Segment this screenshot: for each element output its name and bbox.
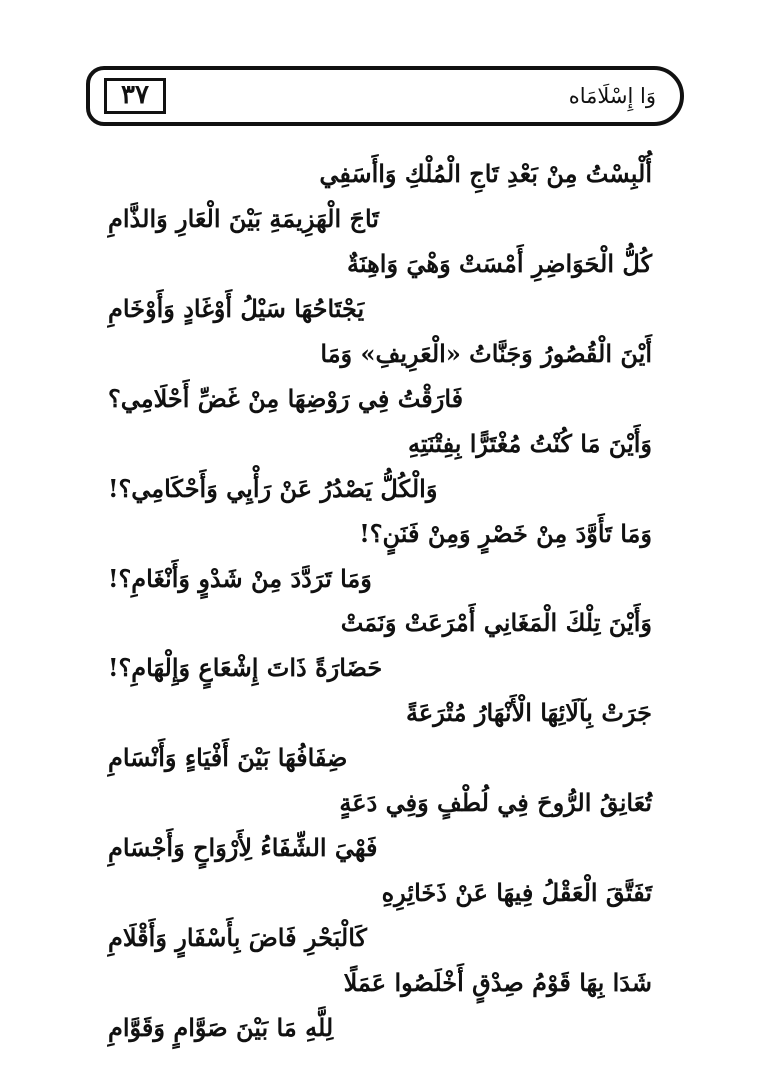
verse-line: أَيْنَ الْقُصُورُ وَجَنَّاتُ «الْعَرِيفِ» وَمَا	[320, 339, 652, 368]
verse-line: جَرَتْ بِآلَائِهَا الْأَنْهَارُ مُتْرَعَةً	[406, 698, 652, 727]
verse-line: تَاجَ الْهَزِيمَةِ بَيْنَ الْعَارِ وَالذَّامِ	[108, 204, 379, 233]
verse-line: أُلْبِسْتُ مِنْ بَعْدِ تَاجِ الْمُلْكِ وَاأَسَفِي	[319, 159, 652, 188]
verse-line: فَارَقْتُ فِي رَوْضِهَا مِنْ غَضِّ أَحْلَامِي؟	[108, 384, 464, 413]
verse-line: لِلَّهِ مَا بَيْنَ صَوَّامٍ وَقَوَّامِ	[108, 1013, 334, 1042]
running-title: وَا إِسْلَامَاه	[568, 84, 656, 108]
verse-line: كَالْبَحْرِ فَاضَ بِأَسْفَارٍ وَأَقْلَامِ	[108, 923, 367, 952]
verse-line: وَالْكُلُّ يَصْدُرُ عَنْ رَأْيِي وَأَحْكَامِي؟!	[108, 474, 438, 503]
verse-line: وَمَا تَرَدَّدَ مِنْ شَدْوٍ وَأَنْغَامِ؟!	[108, 564, 372, 593]
verse-line: تُعَانِقُ الرُّوحَ فِي لُطْفٍ وَفِي دَعَةٍ	[339, 788, 652, 817]
verse-line: يَجْتَاحُهَا سَيْلُ أَوْغَادٍ وَأَوْخَامِ	[108, 294, 365, 323]
verse-line: حَضَارَةً ذَاتَ إِشْعَاعٍ وَإِلْهَامِ؟!	[108, 653, 383, 682]
verse-line: كُلُّ الْحَوَاضِرِ أَمْسَتْ وَهْيَ وَاهِنَةٌ	[347, 249, 652, 278]
verse-line: ضِفَافُهَا بَيْنَ أَفْيَاءٍ وَأَنْسَامِ	[108, 743, 348, 772]
page-number: ٣٧	[104, 78, 166, 114]
verse-line: تَفَتَّقَ الْعَقْلُ فِيهَا عَنْ ذَخَائِرِهِ	[381, 878, 652, 907]
verse-line: وَمَا تَأَوَّدَ مِنْ خَصْرٍ وَمِنْ فَنَنٍ؟!	[359, 519, 652, 548]
verse-line: وَأَيْنَ تِلْكَ الْمَغَانِي أَمْرَعَتْ وَنَمَتْ	[340, 608, 652, 637]
verse-line: فَهْيَ الشِّفَاءُ لِأَرْوَاحٍ وَأَجْسَامِ	[108, 833, 378, 862]
verse-line: وَأَيْنَ مَا كُنْتُ مُغْتَرًّا بِفِتْنَتِهِ	[407, 429, 652, 458]
verse-line: شَدَا بِهَا قَوْمُ صِدْقٍ أَخْلَصُوا عَمَلًا	[343, 968, 652, 997]
